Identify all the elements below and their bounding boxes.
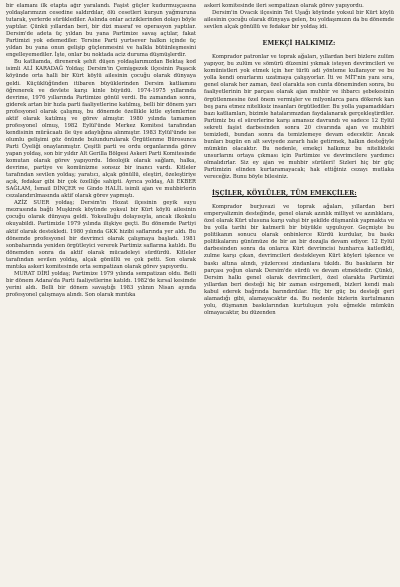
section-2-paragraph: Komprador burjuvazi ve toprak ağaları, yıllardan beri emperyalizmin desteğinde, genel olarak azınlık milliyet ve azınlıklara, özel olarak Kürt ulusuna karşı vahşi bir şekilde düşmanlık yapmakta ve bu yolla tarihi bir katmerli bir büyükle uyguluyor. Geçmişte bu politikanın sonucu olarak onbinlerce Kürdü kurdular, bu baskı politikalarını günümüze de bir an bir dozajla devam ediyor. 12 Eylül darbesinden sonra da onlarca Kürt devrimcisi hunharca katledildi, zulme karşı çıkan, devrimcileri destekleyen Kürt köyleri işkence ve baskı altına alındı, yüzlercesi zindanlara tıkıldı. Bu baskıların bir parçası yoğun olarak Dersim'de sürdü ve devam etmektedir. Çünkü, Dersim halkı genel olarak devrimcileri, özel olarakta Partimizi yıllardan beri desteği hiç bir zaman esirgemedi, bizleri kendi malı kabul ederek bağrında barındırdılar. Hiç bir güç bu desteği geri alamadığı gibi, alamayacaktır da. Bu nedenle bizlerin kurtulmanın yolu, düşmanın baskılarından kurtuluşun yolu eğmekle mümkün olmayacaktır, bu düzenden <box>204 204 394 316</box>
column-gutter <box>199 0 200 587</box>
section-1-paragraph: Komprador patronlar ve toprak ağaları, yıllardan beri bizlere zulüm yapıyor, bu zulüm ve sömürü düzenini yıkmak isteyen devrimcileri ve komünistleri yok etmek için her türlü adi yönteme kullanıyor ve bu yolla kendi onurlarını uzatmaya çalışıyorlar. İti ve MİT'nin yanı sıra, genel olarak her zaman, özel olarakta son cunta döneminden sonra, bu faaliyetlerinin bir parçası olarak ajan muhbir ve ihbarcı şebekesinin örgütlenmesine özel önem vermişler ve milyonlarca para dökerek kan beş para etmez niteliksiz insanları örgütlediler. Bu yolla yapamadıkları bazı katliamları, bizimle hatalarımızdan faydalanarak gerçekleştirdiler. Partimiz bu el sürerlerine karşı amansız davrandı ve sadece 12 Eylül sekreti faşist darbesinden sonra 20 civarında ajan ve muhbiri temizledi, bundan sonra da temizlemeye devam edecektir. Ancak bunları bugün en alt seviyede zararlı hale getirmek, halkın desteğiyle mümkün olacaktır. Bu nedenle, emekçi halkımız bu nitelikteki unsurlarını ortaya çıkması için Partimize ve devrimcilere yardımcı olmalıdırlar. Siz ey ajan ve muhbir sürüleri! Sizleri hiç bir güç Partimizin elinden kurtaramayacak; hak ettiğiniz cezayı mutlaka vereceğiz. Bunu böyle bilesiniz. <box>204 54 394 181</box>
right-intro-paragraph-2: Dersim'in Ovacık ilçesinin Tet Uşağı köyünde yoksul bir Kürt köylü ailesinin çocuğu olarak dünyaya gelen, bu yoldaşımızın da bu dönemde sevilen alçak gönüllü ve fedakar bir yoldaş idi. <box>204 10 394 31</box>
section-heading-emekci-halkimiz: EMEKÇİ HALKIMIZ: <box>262 40 336 48</box>
left-paragraph-1: bir elamanı ilk etapta ağır yaralandı. Faşist güçler kudurmuşçasına yoldaşlarımızın cesedine saldırdılar, ölü cesetleri kurşun yağmuruna tutarak, yerlerde sürüklediler. Aslında onlar aciziklerinden dolayı böyle yaptılar. Çünkü yıllardan beri, bir dizi masraf ve operasyon yaptılar. Dersim'de adeta üç yıldan bu yana Partimize savaş açtılar, fakat Partimizi yok edemediler. Tersine Parti yurtsever halkın içinde üç yıldan bu yana onun gelişip güçlenmesini ve halkla bütünleşmesini engelleyemediler. İşte, onlar bu noktada aciz duruma düşmüşlerdir. <box>6 3 196 59</box>
left-paragraph-4: MURAT DİRİ yoldaş; Partimize 1979 yılında sempatizan oldu. Belli bir dönem Adana'da Parti faaliyetlerine katıldı. 1982'de kırsal kesimde yerini aldı. Belli bir dönem savaştığı 1983 yılının Nisan ayında profesyonel çalışmaya alındı. Son olarak mıntıka <box>6 270 196 298</box>
left-paragraph-2: Bu katliamda, direnerek şehit düşen yoldaşlarımızdan Bektaş kod isimli ALİ KARADAĞ Yoldaş; Dersim'in Çemişgezek ilçesinin Paşacık köyünde orta halli bir Kürt köylü ailesinin çocuğu olarak dünyaya geldi. Küçüklüğünden itibaren büyüklerinden Dersim katliamını öğrenerek ve devlete karşı kinle büyüdü. 1974-1975 yıllarında devrime, 1976 yıllarında Partimize gönül verdi. Bu zamandan sonra, giderek artan bir hızla parti faaliyetlerine katılmış, belli bir dönem yarı profesyonel olarak çalışmış, bu dönemde özellikle kitle eylemlerine aktif olarak katılmış ve görev almıştır. 1980 yılında tamamen profesyonel olmuş, 1982 Eylül'ünde Merkez Komitesi tarafından kendisinin mürâcaatı ile üye adaylığına alınmıştır. 1983 Eylül'ünde ise olumlu gelişimi göz önünde bulundurularak Örgütlenme Bürosunca Parti Üyeliği onaylanmıştır. Çeşitli parti ve ordu organlarında görev yapan yoldaş, son bir yıldır Alt Gerilla Bölgesi Askeri Parti Komitesinde komutan olarak görev yapıyordu. İdeolojik olarak sağlam, halka, devrime, partiye ve komünizme sonsuz bir inancı vardı. Kitleler tarafından sevilen yoldaş; yaratıcı, alçak gönüllü, eleştiri, özeleştiriye açık, fedakar gibi bir çok özelliğe sahipti. Ayrıca yoldaş, Ali EKBER SAĞLAM, İsmail DİNÇER ve Gindo HALİL isimli ajan ve muhbirlerin cezalandırılmasında aktif olarak görev yapmıştı. <box>6 59 196 200</box>
left-paragraph-3: AZİZ SUER yoldaş; Dersim'in Hozat ilçesinin geyik suyu mezrasında bağlı Muşkirek köyünde yoksul bir Kürt köylü ailesinin çocuğu olarak dünyaya geldi. Yoksulluğu dolayısıyla, ancak ilkokulu okuyabildi. Partimizle 1979 yılında ilişkiye geçti. Bu dönemde Partiyi aktif olarak destekledi. 1980 yılında GKK hizibi saflarında yer aldı. Bu dönemde profesyonel bir devrimci olarak çalışmaya başladı. 1981 sonbaharında yeniden örgütleyici vererek Partimiz saflarına katıldı. Bu dönemden sonra da aktif olarak mücadeleyi sürdürdü. Kitleler tarafından sevilen yoldaş, alçak gönüllü ve çok petti. Son olarak mıntıka askeri komitesinde orta sempatizan olarak görev yapıyordu. <box>6 200 196 270</box>
left-column <box>6 3 196 587</box>
right-intro-paragraph-1: askeri komitesinde ileri sempatizan olarak görev yapıyordu. <box>204 3 364 9</box>
right-column <box>204 3 394 587</box>
section-heading-isciler-koyluler: İŞÇİLER, KÖYLÜLER, TÜM EMEKÇİLER: <box>212 190 357 198</box>
